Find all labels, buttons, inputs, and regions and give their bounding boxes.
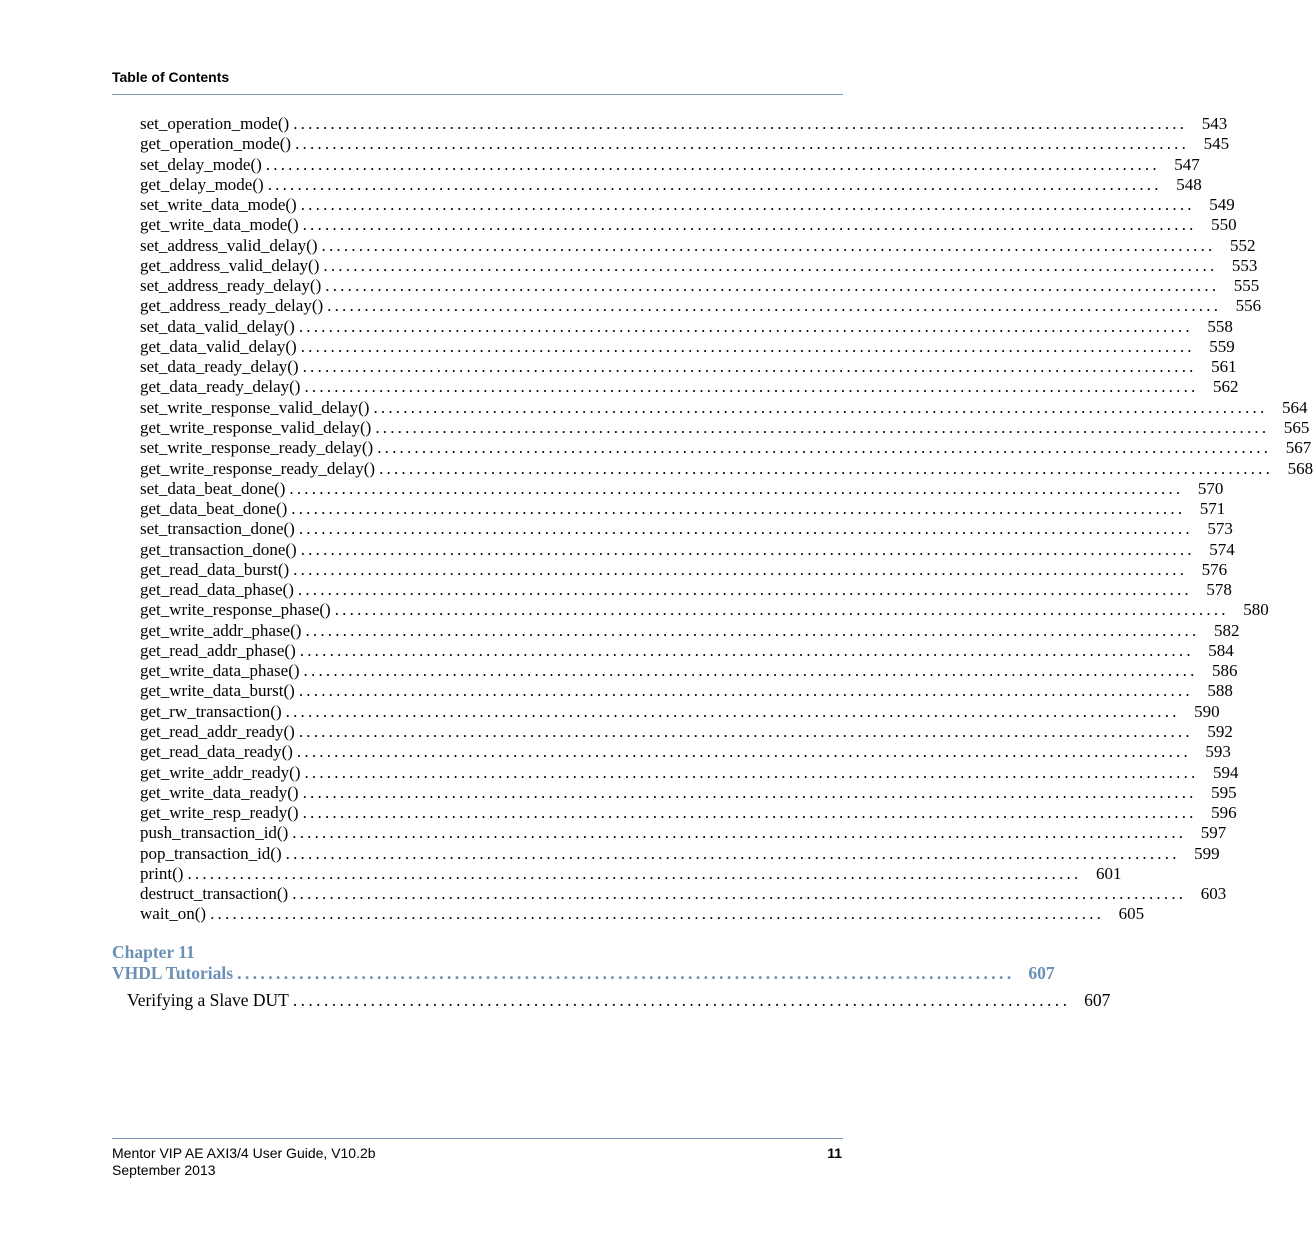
dot-leader: ........................................................................................................................	[292, 823, 1187, 843]
dot-leader: ........................................................................................................................	[285, 843, 1180, 863]
toc-entry-label: set_delay_mode()	[140, 154, 262, 174]
toc-entry-label: get_write_data_ready()	[140, 782, 299, 802]
toc-entry-page-number: 584	[1208, 640, 1234, 660]
toc-entry-page-number: 562	[1212, 377, 1239, 397]
toc-entry[interactable]	[140, 843, 1220, 864]
toc-entry-label: set_address_ready_delay()	[140, 276, 322, 296]
toc-entry-label: get_read_addr_phase()	[140, 640, 296, 660]
toc-entry-page-number: 603	[1200, 884, 1227, 904]
toc-entry-label: set_operation_mode()	[140, 114, 290, 133]
dot-leader: ........................................................................................................................	[265, 154, 1160, 174]
dot-leader: ........................................................................................................................	[302, 215, 1197, 235]
toc-entry[interactable]	[140, 195, 1235, 215]
toc-entry[interactable]	[140, 884, 1227, 904]
toc-entry-label: get_address_valid_delay()	[140, 255, 320, 275]
toc-entry-page-number: 595	[1211, 782, 1237, 802]
toc-entry[interactable]	[140, 316, 1233, 337]
toc-entry[interactable]	[140, 458, 1313, 479]
toc-entry-label: get_address_ready_delay()	[140, 296, 324, 316]
section-entry[interactable]	[127, 990, 1111, 1011]
footer-rule	[112, 1138, 843, 1139]
chapter-label[interactable]: Chapter 11	[112, 942, 195, 962]
toc-entry-page-number: 594	[1212, 762, 1239, 782]
toc-entry[interactable]	[140, 174, 1202, 195]
toc-entry[interactable]	[140, 438, 1312, 458]
toc-entry-page-number: 543	[1201, 114, 1228, 133]
toc-entry-label: wait_on()	[140, 904, 207, 924]
toc-entry[interactable]	[140, 397, 1308, 418]
toc-entry-page-number: 558	[1207, 316, 1233, 336]
toc-entry-label: get_data_ready_delay()	[140, 377, 301, 397]
dot-leader: ........................................................................................................................	[373, 397, 1268, 417]
toc-entry[interactable]	[140, 661, 1238, 681]
toc-entry[interactable]	[140, 580, 1232, 600]
toc-entry[interactable]	[140, 478, 1224, 499]
dot-leader: ........................................................................................................................	[325, 276, 1220, 296]
dot-leader: ........................................................................................................................	[304, 377, 1199, 397]
toc-entry-page-number: 596	[1211, 803, 1237, 823]
dot-leader: ....................................................................................................	[292, 990, 1071, 1010]
toc-entry-label: get_data_beat_done()	[140, 499, 288, 519]
dot-leader: ........................................................................................................................	[210, 904, 1105, 924]
dot-leader: ........................................................................................................................	[379, 458, 1274, 478]
dot-leader: ........................................................................................................................	[304, 762, 1199, 782]
toc-entry[interactable]	[140, 215, 1237, 235]
toc-entry[interactable]	[140, 235, 1256, 256]
toc-entry[interactable]	[140, 519, 1233, 539]
toc-entry-page-number: 565	[1283, 417, 1310, 437]
toc-entry-page-number: 548	[1176, 174, 1202, 194]
toc-entry[interactable]	[140, 296, 1262, 316]
section-page-number: 607	[1084, 990, 1111, 1010]
toc-entry-page-number: 599	[1194, 843, 1220, 863]
toc-entry-label: get_read_data_burst()	[140, 559, 290, 579]
dot-leader: ........................................................................................................................	[292, 884, 1187, 904]
toc-entry-page-number: 552	[1230, 235, 1256, 255]
toc-entry-page-number: 547	[1174, 154, 1200, 174]
toc-entry-label: get_read_addr_ready()	[140, 721, 295, 741]
toc-entry[interactable]	[140, 863, 1122, 884]
toc-entry[interactable]	[140, 620, 1240, 641]
toc-entry-label: set_write_response_valid_delay()	[140, 397, 370, 417]
toc-entry-label: get_write_addr_ready()	[140, 762, 301, 782]
toc-entry-page-number: 582	[1213, 620, 1240, 640]
dot-leader: ........................................................................................................................	[298, 519, 1193, 539]
toc-entry-page-number: 586	[1212, 661, 1238, 681]
chapter-page-number: 607	[1028, 963, 1055, 983]
toc-entry-label: get_write_resp_ready()	[140, 803, 299, 823]
dot-leader: ........................................................................................................................	[298, 316, 1193, 336]
toc-entry[interactable]	[140, 499, 1226, 519]
toc-entry-label: get_read_data_phase()	[140, 580, 294, 600]
toc-entry-page-number: 573	[1207, 519, 1233, 539]
toc-entry-page-number: 549	[1209, 195, 1235, 215]
toc-entry[interactable]	[140, 600, 1269, 620]
toc-entry[interactable]	[140, 377, 1239, 397]
toc-entry[interactable]	[140, 154, 1200, 175]
dot-leader: ........................................................................................................................	[323, 255, 1218, 275]
toc-entry-page-number: 605	[1118, 904, 1145, 924]
toc-entry-page-number: 590	[1194, 701, 1220, 721]
dot-leader: ........................................................................................................................	[377, 438, 1272, 458]
toc-entry-label: set_transaction_done()	[140, 519, 295, 539]
dot-leader: ........................................................................................................................	[291, 499, 1186, 519]
toc-entry[interactable]	[140, 255, 1258, 276]
toc-entry-label: get_write_data_phase()	[140, 661, 300, 681]
dot-leader: ........................................................................................................................	[295, 134, 1190, 154]
toc-entry-label: print()	[140, 863, 184, 883]
toc-entry-label: get_write_response_phase()	[140, 600, 331, 620]
toc-entry-page-number: 578	[1206, 580, 1232, 600]
section-title: Verifying a Slave DUT	[127, 990, 289, 1010]
dot-leader: ........................................................................................................................	[302, 357, 1197, 377]
toc-entry-label: get_write_response_ready_delay()	[140, 458, 376, 478]
toc-entry-page-number: 574	[1209, 539, 1235, 559]
toc-entry-page-number: 567	[1285, 438, 1312, 458]
dot-leader: ........................................................................................................................	[302, 782, 1197, 802]
dot-leader: ........................................................................................................................	[327, 296, 1222, 316]
toc-entry-label: get_operation_mode()	[140, 134, 292, 154]
toc-entry-page-number: 545	[1203, 134, 1230, 154]
dot-leader: ........................................................................................................................	[300, 195, 1195, 215]
toc-entry-label: get_data_valid_delay()	[140, 336, 297, 356]
toc-entry-label: get_rw_transaction()	[140, 701, 282, 721]
footer-date: September 2013	[112, 1162, 216, 1178]
toc-entry-label: get_read_data_ready()	[140, 742, 293, 762]
toc-entry-page-number: 593	[1205, 742, 1231, 762]
toc-entry[interactable]	[140, 803, 1237, 823]
dot-leader: ........................................................................................................................	[300, 336, 1195, 356]
dot-leader: ........................................................................................................................	[289, 478, 1184, 498]
footer-page-number: 11	[827, 1145, 842, 1161]
toc-entry[interactable]	[140, 782, 1237, 803]
toc-entry-page-number: 601	[1095, 863, 1122, 883]
toc-entry[interactable]	[140, 357, 1237, 377]
dot-leader: ........................................................................................................................	[334, 600, 1229, 620]
toc-entry-label: set_write_data_mode()	[140, 195, 297, 215]
toc-entry-label: set_address_valid_delay()	[140, 235, 318, 255]
toc-entry[interactable]	[140, 559, 1228, 580]
dot-leader: ........................................................................................................................	[302, 803, 1197, 823]
toc-entry-label: get_write_data_mode()	[140, 215, 299, 235]
toc-entry[interactable]	[140, 742, 1231, 762]
toc-entry-label: destruct_transaction()	[140, 884, 289, 904]
dot-leader: ........................................................................................................................	[300, 539, 1195, 559]
toc-entry-label: get_delay_mode()	[140, 174, 264, 194]
toc-entry-label: set_write_response_ready_delay()	[140, 438, 374, 458]
toc-entry[interactable]	[140, 823, 1227, 843]
toc-entry-page-number: 556	[1235, 296, 1262, 316]
toc-entry[interactable]	[140, 539, 1235, 560]
running-header: Table of Contents	[112, 69, 230, 85]
dot-leader: ........................................................................................................................	[293, 114, 1188, 133]
toc-entry[interactable]	[140, 762, 1239, 783]
toc-entry[interactable]	[140, 276, 1260, 296]
dot-leader: ........................................................................................................................	[303, 661, 1198, 681]
toc-entry-page-number: 571	[1199, 499, 1226, 519]
footer-guide-title: Mentor VIP AE AXI3/4 User Guide, V10.2b	[112, 1145, 376, 1161]
toc-entry-page-number: 568	[1287, 458, 1313, 478]
toc-entry[interactable]	[140, 114, 1228, 134]
toc-entry-label: set_data_valid_delay()	[140, 316, 295, 336]
dot-leader: ........................................................................................................................	[375, 417, 1270, 437]
dot-leader: ........................................................................................................................	[321, 235, 1216, 255]
toc-entry[interactable]	[140, 417, 1310, 438]
toc-entry[interactable]	[140, 336, 1235, 357]
toc-list	[140, 114, 1313, 925]
toc-entry-label: set_data_beat_done()	[140, 478, 286, 498]
dot-leader: ........................................................................................................................	[299, 640, 1194, 660]
chapter-block	[112, 942, 1055, 984]
toc-entry-page-number: 553	[1231, 255, 1258, 275]
toc-entry-page-number: 580	[1243, 600, 1269, 620]
toc-entry-page-number: 550	[1211, 215, 1237, 235]
toc-entry-label: set_data_ready_delay()	[140, 357, 299, 377]
header-rule	[112, 94, 843, 95]
toc-entry[interactable]	[140, 904, 1145, 924]
toc-entry-page-number: 592	[1207, 721, 1233, 741]
toc-entry-label: push_transaction_id()	[140, 823, 289, 843]
dot-leader: ........................................................................................................................	[293, 559, 1188, 579]
toc-entry-page-number: 564	[1281, 397, 1308, 417]
toc-entry[interactable]	[140, 134, 1230, 154]
chapter-title: VHDL Tutorials	[112, 963, 234, 983]
toc-entry[interactable]	[140, 701, 1220, 722]
toc-entry-page-number: 559	[1209, 336, 1235, 356]
toc-entry-label: get_write_response_valid_delay()	[140, 417, 372, 437]
footer-info	[112, 1145, 376, 1179]
toc-entry-page-number: 570	[1197, 478, 1224, 498]
chapter-entry[interactable]	[112, 963, 1055, 984]
toc-entry-page-number: 597	[1200, 823, 1227, 843]
toc-entry-label: get_write_data_burst()	[140, 681, 295, 701]
toc-entry[interactable]	[140, 640, 1234, 661]
toc-entry-label: get_write_addr_phase()	[140, 620, 302, 640]
toc-entry-page-number: 576	[1201, 559, 1228, 579]
toc-entry-page-number: 588	[1207, 681, 1233, 701]
toc-entry-label: get_transaction_done()	[140, 539, 297, 559]
dot-leader: ....................................................................................................	[237, 963, 1015, 983]
dot-leader: ........................................................................................................................	[187, 863, 1082, 883]
toc-entry-label: pop_transaction_id()	[140, 843, 282, 863]
toc-entry-page-number: 555	[1233, 276, 1260, 296]
dot-leader: ........................................................................................................................	[285, 701, 1180, 721]
dot-leader: ........................................................................................................................	[298, 681, 1193, 701]
dot-leader: ........................................................................................................................	[296, 742, 1191, 762]
dot-leader: ........................................................................................................................	[267, 174, 1162, 194]
toc-entry-page-number: 561	[1211, 357, 1237, 377]
dot-leader: ........................................................................................................................	[305, 620, 1200, 640]
toc-entry[interactable]	[140, 681, 1233, 701]
toc-entry[interactable]	[140, 721, 1233, 742]
dot-leader: ........................................................................................................................	[297, 580, 1192, 600]
dot-leader: ........................................................................................................................	[298, 721, 1193, 741]
